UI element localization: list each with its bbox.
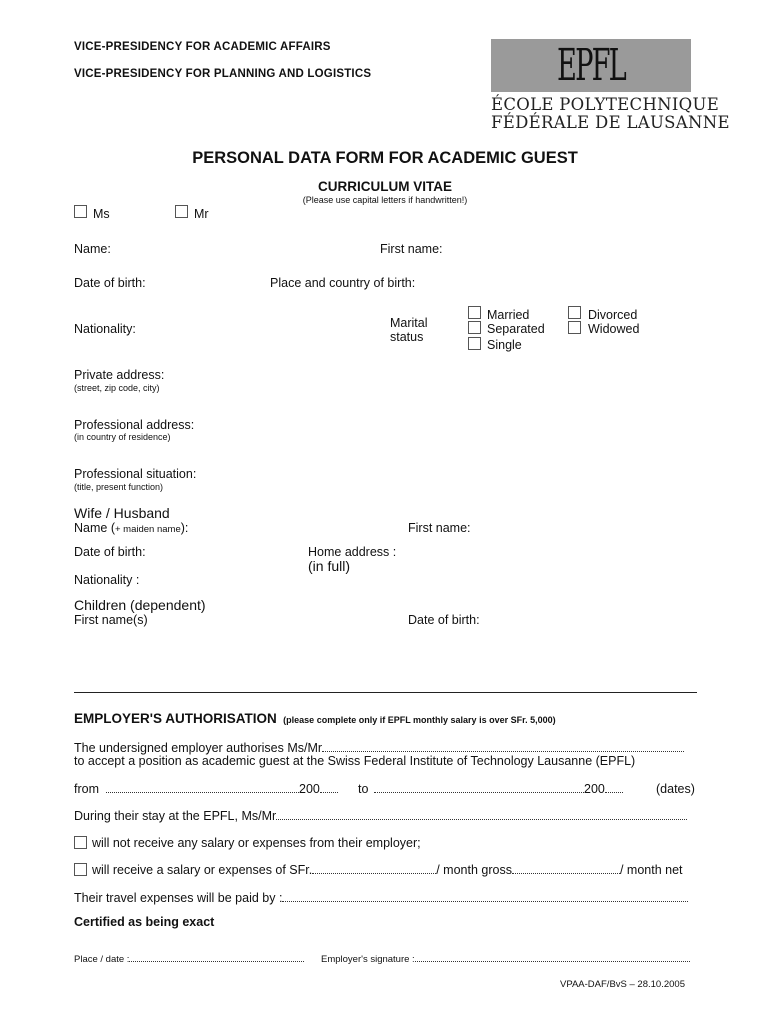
- private-address-label: Private address:: [74, 368, 165, 382]
- employer-heading: [74, 710, 556, 728]
- to-year-field[interactable]: [605, 783, 623, 793]
- married-checkbox[interactable]: [468, 306, 481, 319]
- separated-label: Separated: [487, 322, 545, 336]
- no-salary-text: will not receive any salary or expenses from their employer;: [92, 836, 421, 850]
- during-line: [74, 809, 687, 823]
- to-date-field[interactable]: [374, 783, 584, 793]
- widowed-checkbox[interactable]: [568, 321, 581, 334]
- salary-gross-field[interactable]: [312, 864, 436, 874]
- spouse-name-suffix: ):: [180, 521, 189, 535]
- from-year-field[interactable]: [320, 783, 338, 793]
- marital-status-label-2: status: [390, 330, 424, 344]
- spouse-date-of-birth-label: Date of birth:: [74, 545, 146, 559]
- professional-situation-label: Professional situation:: [74, 467, 197, 481]
- no-salary-checkbox[interactable]: [74, 836, 87, 849]
- page-title: PERSONAL DATA FORM FOR ACADEMIC GUEST: [192, 149, 578, 167]
- section-divider: [74, 692, 697, 693]
- professional-address-label: Professional address:: [74, 418, 195, 432]
- spouse-home-address-label: Home address :: [308, 545, 397, 559]
- dates-label: (dates): [656, 782, 695, 796]
- signature-label: Employer's signature :: [321, 954, 415, 965]
- cv-heading: CURRICULUM VITAE: [318, 179, 452, 194]
- marital-status-label-1: Marital: [390, 316, 428, 330]
- married-label: Married: [487, 308, 530, 322]
- private-address-hint: (street, zip code, city): [74, 383, 160, 393]
- place-date-line: [74, 954, 304, 965]
- children-first-names-label: First name(s): [74, 613, 148, 627]
- first-name-label: First name:: [380, 242, 443, 256]
- month-net-label: / month net: [619, 863, 683, 877]
- to-date-row: [374, 782, 623, 796]
- travel-text: Their travel expenses will be paid by :: [74, 891, 283, 905]
- separated-checkbox[interactable]: [468, 321, 481, 334]
- logo-line-federale: FÉDÉRALE DE LAUSANNE: [491, 113, 730, 132]
- travel-line: [74, 891, 688, 905]
- to-label: to: [358, 782, 369, 796]
- nationality-label: Nationality:: [74, 322, 136, 336]
- date-of-birth-label: Date of birth:: [74, 276, 146, 290]
- spouse-first-name-label: First name:: [408, 521, 471, 535]
- place-date-field[interactable]: [129, 954, 304, 962]
- single-checkbox[interactable]: [468, 337, 481, 350]
- widowed-label: Widowed: [588, 322, 640, 336]
- epfl-wordmark: EPFL: [557, 40, 625, 91]
- from-date-row: [106, 782, 338, 796]
- logo-line-ecole: ÉCOLE POLYTECHNIQUE: [491, 95, 720, 114]
- spouse-heading: Wife / Husband: [74, 505, 170, 521]
- signature-field[interactable]: [415, 954, 690, 962]
- place-country-birth-label: Place and country of birth:: [270, 276, 416, 290]
- authorises-text: The undersigned employer authorises Ms/Mr: [74, 741, 323, 755]
- mr-checkbox[interactable]: [175, 205, 188, 218]
- professional-address-hint: (in country of residence): [74, 432, 171, 442]
- header-line-academic-affairs: VICE-PRESIDENCY FOR ACADEMIC AFFAIRS: [74, 41, 331, 53]
- during-text: During their stay at the EPFL, Ms/Mr: [74, 809, 277, 823]
- certified-text: Certified as being exact: [74, 915, 215, 929]
- name-label: Name:: [74, 242, 111, 256]
- ms-label: Ms: [93, 207, 110, 221]
- spouse-name-prefix: Name (: [74, 521, 115, 535]
- employer-heading-text: EMPLOYER'S AUTHORISATION: [74, 711, 277, 726]
- spouse-home-address-hint: (in full): [308, 558, 351, 574]
- month-gross-label: / month gross: [436, 863, 512, 877]
- epfl-logo: [491, 39, 691, 92]
- divorced-checkbox[interactable]: [568, 306, 581, 319]
- single-label: Single: [487, 338, 522, 352]
- professional-situation-hint: (title, present function): [74, 482, 164, 492]
- from-label: from: [74, 782, 99, 796]
- salary-line: [92, 863, 683, 877]
- children-date-of-birth-label: Date of birth:: [408, 613, 480, 627]
- header-line-planning-logistics: VICE-PRESIDENCY FOR PLANNING AND LOGISTICS: [74, 68, 372, 80]
- authorises-line: [74, 741, 684, 755]
- salary-prefix: will receive a salary or expenses of SFr.: [92, 863, 313, 877]
- ms-checkbox[interactable]: [74, 205, 87, 218]
- employer-heading-note: (please complete only if EPFL monthly salary is over SFr. 5,000): [283, 715, 556, 725]
- salary-checkbox[interactable]: [74, 863, 87, 876]
- authorises-name-field[interactable]: [322, 742, 684, 752]
- signature-line: [321, 954, 690, 965]
- spouse-name-hint: + maiden name: [114, 524, 181, 535]
- mr-label: Mr: [194, 207, 209, 221]
- during-name-field[interactable]: [276, 810, 687, 820]
- spouse-name-label: [74, 521, 188, 535]
- from-date-field[interactable]: [106, 783, 299, 793]
- from-year: 200: [299, 782, 320, 796]
- travel-payer-field[interactable]: [282, 892, 688, 902]
- children-heading: Children (dependent): [74, 597, 206, 613]
- form-reference: VPAA-DAF/BvS – 28.10.2005: [560, 979, 685, 990]
- to-year: 200: [584, 782, 605, 796]
- place-date-label: Place / date :: [74, 954, 130, 965]
- divorced-label: Divorced: [588, 308, 638, 322]
- accept-text: to accept a position as academic guest at the Swiss Federal Institute of Technology Lausanne (EPFL): [74, 754, 636, 768]
- spouse-nationality-label: Nationality :: [74, 573, 140, 587]
- cv-note: (Please use capital letters if handwritten!): [302, 195, 468, 205]
- salary-net-field[interactable]: [512, 864, 620, 874]
